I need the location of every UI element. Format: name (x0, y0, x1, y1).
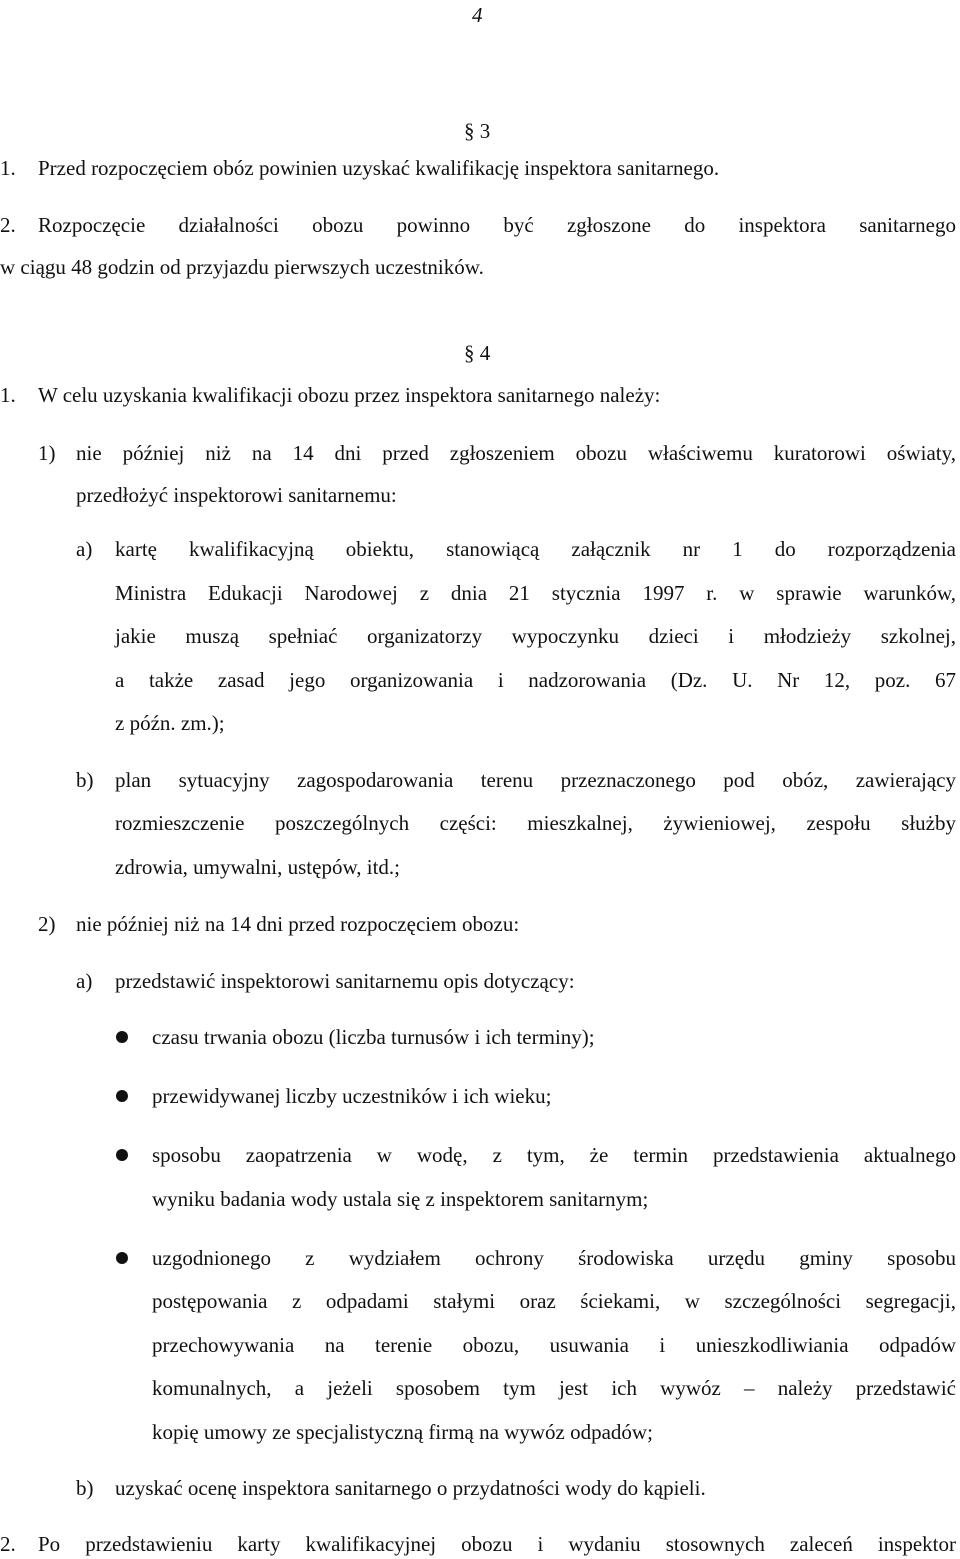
bullet-3-line-1: sposobu zaopatrzenia w wodę, z tym, że termin przedstawienia aktualnego (152, 1143, 956, 1167)
s4-point-1-number: 1) (38, 441, 56, 465)
s4-point-2b-text: uzyskać ocenę inspektora sanitarnego o przydatności wody do kąpieli. (115, 1476, 706, 1500)
s4-point-1b-line-1: plan sytuacyjny zagospodarowania terenu przeznaczonego pod obóz, zawierający (115, 768, 956, 792)
s4-item-1-text: W celu uzyskania kwalifikacji obozu przez inspektora sanitarnego należy: (38, 383, 661, 407)
s4-point-1a-line-3: jakie muszą spełniać organizatorzy wypoczynku dzieci i młodzieży szkolnej, (115, 624, 956, 648)
bullet-icon (116, 1149, 128, 1161)
s3-item-2-number: 2. (0, 213, 16, 237)
bullet-4-line-3: przechowywania na terenie obozu, usuwania i unieszkodliwiania odpadów (152, 1333, 956, 1357)
page-number: 4 (472, 3, 483, 27)
bullet-3-line-2: wyniku badania wody ustala się z inspektorem sanitarnym; (152, 1187, 649, 1211)
bullet-4-line-4: komunalnych, a jeżeli sposobem tym jest ich wywóz – należy przedstawić (152, 1376, 956, 1400)
s4-point-1-line-1: nie później niż na 14 dni przed zgłoszeniem obozu właściwemu kuratorowi oświaty, (76, 441, 956, 465)
bullet-4-line-1: uzgodnionego z wydziałem ochrony środowiska urzędu gminy sposobu (152, 1246, 956, 1270)
bullet-icon (116, 1090, 128, 1102)
s4-point-1a-line-1: kartę kwalifikacyjną obiektu, stanowiącą załącznik nr 1 do rozporządzenia (115, 537, 956, 561)
s4-point-1b-line-3: zdrowia, umywalni, ustępów, itd.; (115, 855, 401, 879)
s4-point-2-text: nie później niż na 14 dni przed rozpoczęciem obozu: (76, 912, 520, 936)
section-4-heading: § 4 (464, 341, 491, 365)
s4-point-2b-letter: b) (76, 1476, 94, 1500)
s3-item-1-number: 1. (0, 156, 16, 180)
s4-point-2-number: 2) (38, 912, 56, 936)
s4-point-1b-letter: b) (76, 768, 94, 792)
bullet-4-line-5: kopię umowy ze specjalistyczną firmą na wywóz odpadów; (152, 1420, 653, 1444)
s4-point-1a-line-2: Ministra Edukacji Narodowej z dnia 21 stycznia 1997 r. w sprawie warunków, (115, 581, 956, 605)
bullet-icon (116, 1252, 128, 1264)
s4-point-1a-line-4: a także zasad jego organizowania i nadzorowania (Dz. U. Nr 12, poz. 67 (115, 668, 956, 692)
s4-point-1a-letter: a) (76, 537, 93, 561)
s4-point-1b-line-2: rozmieszczenie poszczególnych części: mieszkalnej, żywieniowej, zespołu służby (115, 811, 956, 835)
s4-point-2a-letter: a) (76, 969, 93, 993)
s3-item-2-line-2: w ciągu 48 godzin od przyjazdu pierwszych uczestników. (0, 255, 484, 279)
s4-point-1-line-2: przedłożyć inspektorowi sanitarnemu: (76, 483, 397, 507)
bullet-1-line-1: czasu trwania obozu (liczba turnusów i ich terminy); (152, 1025, 595, 1049)
bullet-2-line-1: przewidywanej liczby uczestników i ich wieku; (152, 1084, 552, 1108)
s4-item-1-number: 1. (0, 383, 16, 407)
s4-point-2a-text: przedstawić inspektorowi sanitarnemu opis dotyczący: (115, 969, 575, 993)
bullet-icon (116, 1031, 128, 1043)
s3-item-1-text: Przed rozpoczęciem obóz powinien uzyskać kwalifikację inspektora sanitarnego. (38, 156, 720, 180)
s3-item-2-line-1: Rozpoczęcie działalności obozu powinno być zgłoszone do inspektora sanitarnego (38, 213, 956, 237)
s4-point-1a-line-5: z późn. zm.); (115, 711, 225, 735)
s4-item-2-number: 2. (0, 1532, 16, 1556)
section-3-heading: § 3 (464, 119, 491, 143)
bullet-4-line-2: postępowania z odpadami stałymi oraz ściekami, w szczególności segregacji, (152, 1289, 956, 1313)
s4-item-2-text: Po przedstawieniu karty kwalifikacyjnej obozu i wydaniu stosownych zaleceń inspektor (38, 1532, 956, 1556)
